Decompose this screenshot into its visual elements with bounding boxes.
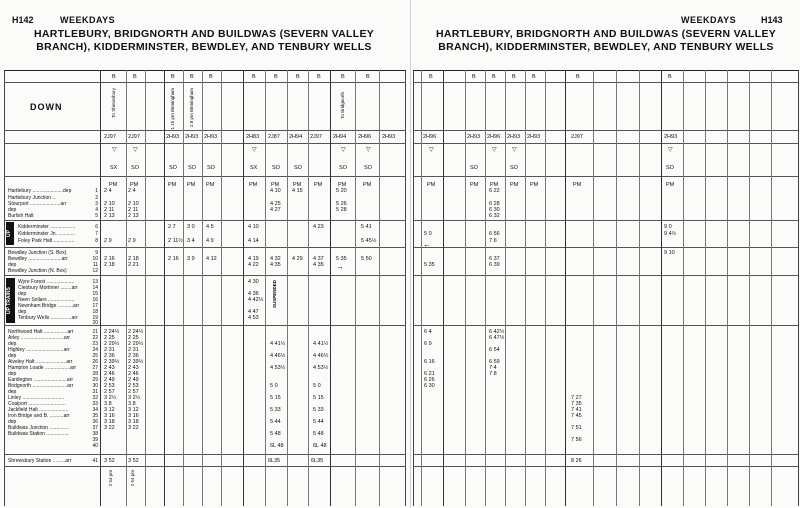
train-note: To Shrewsbury (111, 88, 116, 118)
departure-time: 2 9 (128, 238, 136, 244)
suspended-label: SUSPENDED (272, 280, 277, 309)
departure-time: 7 27 (571, 395, 582, 401)
class-b: B (341, 74, 345, 80)
departure-time: 6 26 (424, 377, 435, 383)
departure-time: 3 12 (104, 407, 115, 413)
departure-time: 7 8 (489, 371, 497, 377)
station-name: Hampton Loade ..................arr (8, 365, 77, 371)
departure-time: 2 39½ (104, 359, 120, 365)
days-code: SO (364, 165, 372, 171)
days-code: SO (131, 165, 139, 171)
station-name: Tenbury Wells ...............arr (18, 315, 78, 321)
departure-time: 6 47½ (489, 335, 505, 341)
departure-time: 9 4½ (664, 231, 677, 237)
station-name: Bewdley Junction (N. Box) (8, 268, 67, 274)
train-number: 2H94 (333, 134, 347, 140)
station-name: Neen Sollars ................... (18, 297, 75, 303)
days-code: SO (339, 165, 347, 171)
departure-time: 7 35 (571, 401, 582, 407)
station-name: Arley ...............................arr (8, 335, 70, 341)
departure-time: 2 49 (128, 377, 139, 383)
direction-label: DOWN (30, 102, 63, 112)
train-number: 2H93 (204, 134, 218, 140)
departure-time: 2 31 (128, 347, 139, 353)
departure-time: 2 24½ (128, 329, 144, 335)
departure-time: 2 53 (104, 383, 115, 389)
departure-time: 3 2½ (128, 395, 141, 401)
departure-time: 3 22 (128, 425, 139, 431)
departure-time: 3 8 (104, 401, 112, 407)
departure-time: 7 6 (489, 238, 497, 244)
foot-time: 2 54 pm (130, 470, 135, 487)
departure-time: 3 2½ (104, 395, 117, 401)
arrow-icon: ← (423, 240, 431, 249)
up-marker: UP (6, 222, 14, 245)
train-note: 1.15 pm Birmingham (170, 88, 175, 130)
departure-time: 6 16 (424, 359, 435, 365)
station-name: Kidderminster .................. (18, 224, 76, 230)
train-number: 2J97 (310, 134, 322, 140)
days-code: SO (188, 165, 196, 171)
departure-time: 2 57 (104, 389, 115, 395)
departure-time: 2 31 (104, 347, 115, 353)
departure-time: 7 45 (571, 413, 582, 419)
train-number: 2H96 (358, 134, 372, 140)
station-name: dep (8, 207, 17, 213)
station-name: Kidderminster Jn. ............ (18, 231, 75, 237)
departure-time: 2 13 (104, 213, 115, 219)
departure-time: 2 24½ (104, 329, 120, 335)
departure-time: 5 0 (424, 231, 432, 237)
station-name: dep (8, 341, 17, 347)
departure-time: 6 28 (489, 201, 500, 207)
station-name: dep (18, 291, 27, 297)
train-number: 2J97 (104, 134, 116, 140)
days-code: SO (272, 165, 280, 171)
departure-time: 6 32 (489, 213, 500, 219)
station-name: Stourport ......................arr (8, 201, 67, 207)
class-b: B (209, 74, 213, 80)
days-code: SX (250, 165, 258, 171)
station-name: Buildwas Station ................ (8, 431, 69, 437)
departure-time: 6 30 (424, 383, 435, 389)
departure-time: 2 29½ (128, 341, 144, 347)
train-number: 2H93 (507, 134, 521, 140)
departure-time: 7 56 (571, 437, 582, 443)
departure-time: 3 18 (128, 419, 139, 425)
departure-time: 6 42½ (489, 329, 505, 335)
station-name: Burlish Halt (8, 213, 34, 219)
station-name: Foley Park Halt ............... (18, 238, 75, 244)
departure-time: 3 12 (128, 407, 139, 413)
arrow-icon: → (336, 262, 344, 271)
train-number: 2H93 (664, 134, 678, 140)
departure-time: 9 10 (664, 250, 675, 256)
train-number: 2H93 (185, 134, 199, 140)
departure-time: 2 57 (128, 389, 139, 395)
days-code: SO (169, 165, 177, 171)
days-code: SO (294, 165, 302, 171)
departure-time: 2 46 (104, 371, 115, 377)
train-number: 2H93 (166, 134, 180, 140)
departure-time: 2 16 (104, 256, 115, 262)
departure-time: 5 35 (424, 262, 435, 268)
train-number: 2H93 (527, 134, 541, 140)
departure-time: 2 21 (128, 262, 139, 268)
departure-time: 6 9 (424, 341, 432, 347)
departure-time: 2 36 (104, 353, 115, 359)
departure-time: 2 10 (104, 201, 115, 207)
days-code: SO (207, 165, 215, 171)
departure-time: 6 56 (489, 231, 500, 237)
station-name: Shrewsbury Station .........arr (8, 458, 72, 464)
departure-time: 2 53 (128, 383, 139, 389)
departure-time: 6 37 (489, 256, 500, 262)
station-name: Hartlebury Junction ... (8, 195, 57, 201)
station-name: Bridgnorth .........................arr (8, 383, 74, 389)
class-b: B (296, 74, 300, 80)
station-name: Northwood Halt .................arr (8, 329, 74, 335)
class-b: B (252, 74, 256, 80)
train-number: 2H93 (467, 134, 481, 140)
departure-time: 2 39½ (128, 359, 144, 365)
departure-time: 2 49 (104, 377, 115, 383)
station-name: Highley ...........................arr (8, 347, 70, 353)
left-page: H142 WEEKDAYS HARTLEBURY, BRIDGNORTH AND BUILDWAS (SEVERN VALLEY BRANCH), KIDDERMINSTER, BEWDLEY, AND TENBURY WELLS DOWN B B B B B B B B B B B To Shrewsbury 1.15 pm Birmingham 2.8 pm Birmingham To Bridgnorth 2J97 2J97 2H93 2H93 2H93 2H83 2J87 2H94 2J97 2H94 2H96 2H93 ▽ ▽ ▽ ▽ ▽ SX SO SO SO SO SX SO SO SO SO PM PM PM PM PM PM PM PM PM PM PM Hartlebury ......................dep 1 Hartlebury Junction ... 2 Stourport ......................arr 3 dep 4 Burlish Halt 5 UP Kidderminster .................. 6 Kidderminster Jn. ............ 7 Foley Park Halt ............... 8 Bewdley Junction (S. Box) 9 Bewdley ........................arr 10 dep 11 Bewdley Junction (N. Box) 12 UP TRAINS Wyre Forest .................... 13 Cleobury Mortimer ........arr 14 dep 15 Neen Sollars ................... 16 Newnham Bridge ...........arr 17 dep 18 Tenbury Wells ...............arr 19 20 Northwood Halt .................arr 21 Arley ...............................arr 22 dep 23 Highley ...........................arr 24 dep 25 Alveley Halt ......................arr 26 Hampton Loade ..................arr 27 dep 28 Eardington ........................arr 29 Bridgnorth .........................arr 30 dep 31 Linley .............................. 32 Coalport ........................... 33 Jackfield Halt ..................... 34 Iron Bridge and B. ..........arr 35 dep 36 Buildwas Junction .............. 37 Buildwas Station ................ 38 39 40 Shrewsbury Station .........arr 41 2 4 2 10 2 11 2 13 2 9 2 16 2 18 2 24½ 2 25 2 29½ 2 31 2 36 2 39½ 2 43 2 46 2 49 2 53 2 57 3 2½ 3 8 3 12 3 16 3 18 3 22 3 52 2 4 2 10 2 11 2 13 2 9 2 18 2 21 2 24½ 2 25 2 29½ 2 31 2 36 2 39½ 2 43 2 46 2 49 2 53 2 57 3 2½ 3 8 3 12 3 16 3 18 3 22 3 52 2 7 3 0 4 5 2 11½ 3 4 4 9 2 16 3 9 4 12 4 10 4 14 4 19 4 22 4 30 4 36 4 42½ 4 47 4 53 SUSPENDED 4 10 4 25 4 27 4 32 4 35 4 15 4 29 4 23 4 37 4 35 5 20 5 26 5 28 5 35 5 41 5 45½ 5 50 → 4 41½ 4 46½ 4 53½ 5 0 5 15 5 33 5 44 5 48 6L 48 4 41½ 4 46½ 4 53½ 5 0 5 15 5 33 5 44 5 48 6L 48 6L35 6L35 2 54 pm 2 54 pm (0, 0, 410, 508)
departure-time: 2 4 (104, 188, 112, 194)
departure-time: 2 43 (128, 365, 139, 371)
foot-time: 2 54 pm (108, 470, 113, 487)
departure-time: 8 26 (571, 458, 582, 464)
class-b: B (274, 74, 278, 80)
departure-time: 2 18 (128, 256, 139, 262)
departure-time: 7 41 (571, 407, 582, 413)
departure-time: 2 10 (128, 201, 139, 207)
train-number: 2H94 (289, 134, 303, 140)
departure-time: 7 4 (489, 365, 497, 371)
departure-time: 2 46 (128, 371, 139, 377)
departure-time: 2 13 (128, 213, 139, 219)
departure-time: 6 22 (489, 188, 500, 194)
departure-time: 2 43 (104, 365, 115, 371)
weekdays-heading: WEEKDAYS (60, 15, 116, 25)
station-name: dep (18, 309, 27, 315)
departure-time: 6 30 (489, 207, 500, 213)
train-number: 2J87 (268, 134, 280, 140)
station-name: dep (8, 353, 17, 359)
departure-time: 2 25 (104, 335, 115, 341)
train-number: 2J97 (571, 134, 583, 140)
departure-time: 2 18 (104, 262, 115, 268)
days-code: SX (110, 165, 118, 171)
station-name: Linley .............................. (8, 395, 65, 401)
departure-time: 9 0 (664, 224, 672, 230)
class-b: B (317, 74, 321, 80)
page-title: HARTLEBURY, BRIDGNORTH AND BUILDWAS (SEVERN VALLEY BRANCH), KIDDERMINSTER, BEWDLEY, AND TENBURY WELLS (33, 28, 375, 53)
departure-time: 3 22 (104, 425, 115, 431)
departure-time: 6 39 (489, 262, 500, 268)
station-name: Cleobury Mortimer ........arr (18, 285, 78, 291)
departure-time: 6 54 (489, 347, 500, 353)
station-name: Coalport ........................... (8, 401, 66, 407)
class-b: B (171, 74, 175, 80)
class-b: B (190, 74, 194, 80)
departure-time: 6 59 (489, 359, 500, 365)
station-name: Bewdley ........................arr (8, 256, 68, 262)
departure-time: 2 11 (104, 207, 115, 213)
train-note: To Bridgnorth (340, 92, 345, 119)
page-title: HARTLEBURY, BRIDGNORTH AND BUILDWAS (SEVERN VALLEY BRANCH), KIDDERMINSTER, BEWDLEY, AND TENBURY WELLS (435, 28, 777, 53)
departure-time: 6 21 (424, 371, 435, 377)
departure-time: 2 4 (128, 188, 136, 194)
station-name: Iron Bridge and B. ..........arr (8, 413, 70, 419)
class-b: B (366, 74, 370, 80)
station-name: Jackfield Halt ..................... (8, 407, 69, 413)
departure-time: 2 11 (128, 207, 139, 213)
train-number: 2H93 (382, 134, 396, 140)
station-name: Wyre Forest .................... (18, 279, 75, 285)
train-number: 2J97 (128, 134, 140, 140)
weekdays-heading: WEEKDAYS (681, 15, 737, 25)
station-name: Alveley Halt ......................arr (8, 359, 73, 365)
station-name: dep (8, 262, 17, 268)
departure-time: 3 52 (128, 458, 139, 464)
departure-time: 3 16 (128, 413, 139, 419)
page-number: H143 (761, 15, 783, 25)
departure-time: 2 36 (128, 353, 139, 359)
departure-time: 6 4 (424, 329, 432, 335)
departure-time: 3 8 (128, 401, 136, 407)
train-number: 2H96 (423, 134, 437, 140)
up-trains-marker: UP TRAINS (6, 278, 15, 323)
departure-time: 3 18 (104, 419, 115, 425)
page-number: H142 (12, 15, 34, 25)
station-name: Hartlebury ......................dep (8, 188, 72, 194)
station-name: dep (8, 419, 17, 425)
departure-time: 3 16 (104, 413, 115, 419)
departure-time: 2 9 (104, 238, 112, 244)
departure-time: 3 52 (104, 458, 115, 464)
right-page: WEEKDAYS H143 HARTLEBURY, BRIDGNORTH AND BUILDWAS (SEVERN VALLEY BRANCH), KIDDERMINSTER, BEWDLEY, AND TENBURY WELLS B B B B B B B 2H96 2H93 2H96 2H93 2H93 2J97 2H93 ▽ ▽ ▽ ▽ SO SO SO PM PM PM PM PM PM PM 5 0 5 35 6 4 6 9 6 16 6 21 6 26 6 30 6 22 6 28 6 30 6 32 6 56 7 6 6 37 6 39 6 42½ 6 47½ 6 54 6 59 7 4 7 8 7 27 7 35 7 41 7 45 7 51 7 56 8 26 9 0 9 4½ 9 10 ← (410, 0, 800, 508)
class-b: B (112, 74, 116, 80)
station-name: Bewdley Junction (S. Box) (8, 250, 67, 256)
station-name: dep (8, 389, 17, 395)
departure-time: 7 51 (571, 425, 582, 431)
station-name: Buildwas Junction .............. (8, 425, 69, 431)
departure-time: 2 25 (128, 335, 139, 341)
station-name: dep (8, 371, 17, 377)
departure-time: 2 29½ (104, 341, 120, 347)
train-note: 2.8 pm Birmingham (189, 88, 194, 128)
class-b: B (133, 74, 137, 80)
train-number: 2H96 (487, 134, 501, 140)
station-name: Newnham Bridge ...........arr (18, 303, 80, 309)
train-number: 2H83 (246, 134, 260, 140)
station-name: Eardington ........................arr (8, 377, 74, 383)
